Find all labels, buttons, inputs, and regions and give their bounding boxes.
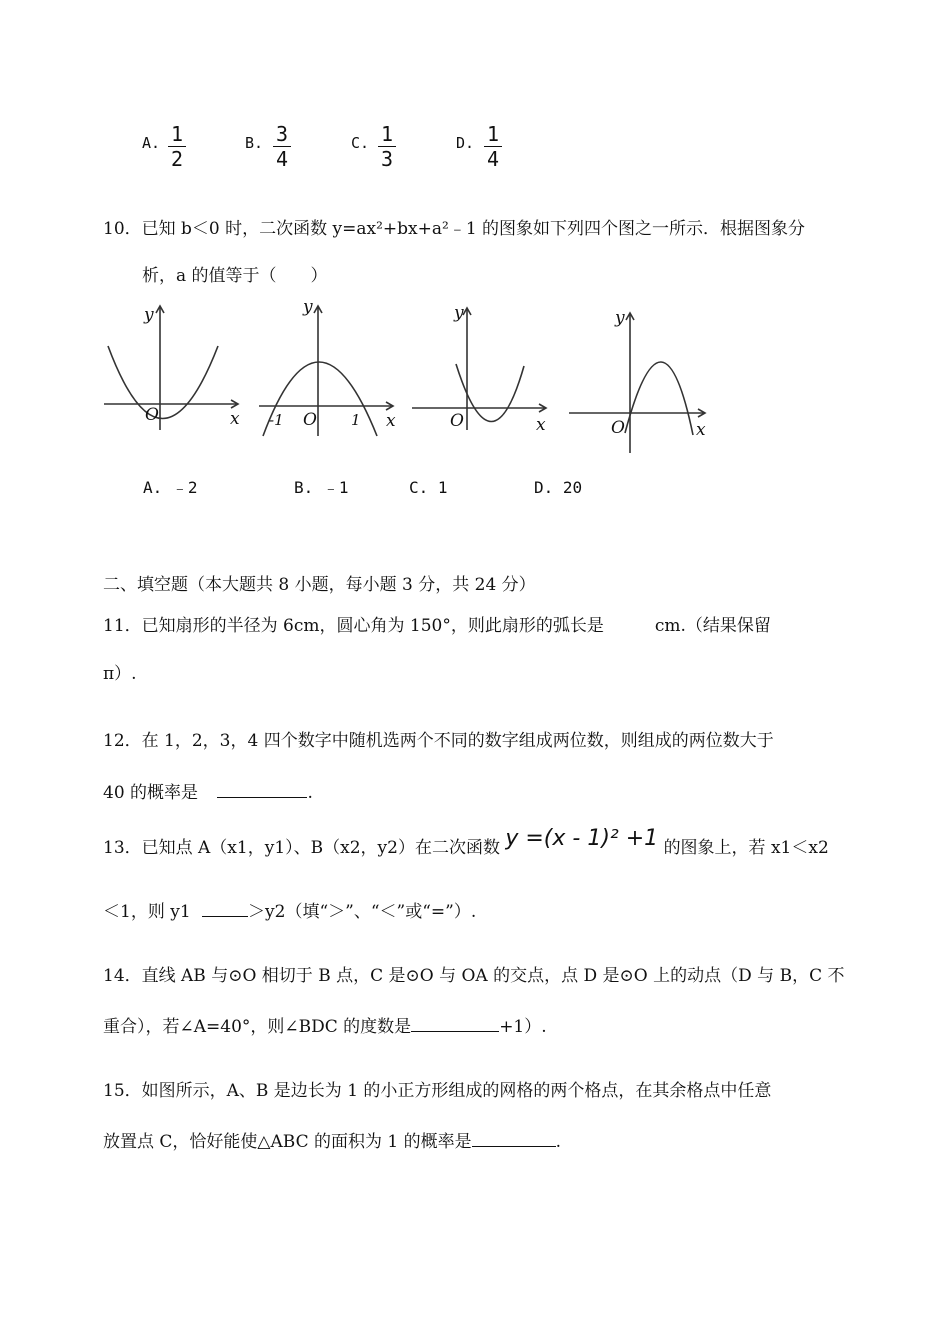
- q9-option-d-denominator: 4: [486, 147, 500, 171]
- q9-option-b-fraction: [273, 124, 291, 169]
- q12-line-2: [103, 781, 313, 802]
- q9-option-d-numerator: 1: [486, 122, 500, 146]
- q13-answer-blank[interactable]: [202, 900, 248, 917]
- q10-graph-c-y-label: y: [454, 303, 464, 323]
- q11-line-1: 11．已知扇形的半径为 6cm，圆心角为 150°，则此扇形的弧长是 cm.（结果保留: [103, 616, 771, 636]
- q10-graph-d-origin-label: O: [611, 418, 625, 438]
- q14-line-1: 14．直线 AB 与⊙O 相切于 B 点，C 是⊙O 与 OA 的交点，点 D 是⊙O 上的动点（D 与 B，C 不: [103, 966, 845, 986]
- q12-answer-blank[interactable]: [217, 781, 307, 798]
- q9-option-c-numerator: 1: [380, 122, 394, 146]
- q13-line-2-end: ＞y2（填“＞”、“＜”或“=”）.: [248, 902, 477, 922]
- q15-line-2: [103, 1130, 561, 1151]
- q10-graph-d-y-label: y: [615, 308, 625, 328]
- q10-graph-c-origin-label: O: [450, 411, 464, 431]
- q11-line-2: π）.: [103, 664, 137, 684]
- q10-option-d: D. 20: [534, 478, 583, 497]
- q14-line-2-end: +1）.: [499, 1017, 547, 1037]
- q10-graph-a: [100, 296, 250, 436]
- q12-line-1: 12．在 1，2，3，4 四个数字中随机选两个不同的数字组成两位数，则组成的两位数大于: [103, 731, 774, 751]
- q14-line-2: [103, 1015, 547, 1036]
- q13-line-1-text: 13．已知点 A（x1，y1）、B（x2，y2）在二次函数: [103, 838, 500, 858]
- q13-line-2-text: ＜1，则 y1: [103, 902, 191, 922]
- q10-graph-b-origin-label: O: [303, 410, 317, 430]
- q10-graph-a-x-label: x: [230, 409, 240, 429]
- q10-graph-d: [565, 305, 715, 455]
- q10-graph-a-y-label: y: [144, 305, 154, 325]
- q9-option-a-letter: A.: [142, 134, 161, 152]
- q10-graph-b-x-label: x: [386, 411, 396, 431]
- q9-option-d-fraction: [484, 124, 502, 169]
- q13-line-1-end: 的图象上，若 x1＜x2: [663, 838, 829, 858]
- q13-line-2: [103, 900, 476, 921]
- q15-line-1: 15．如图所示，A、B 是边长为 1 的小正方形组成的网格的两个格点，在其余格点中任意: [103, 1081, 772, 1101]
- q14-line-2-text: 重合），若∠A=40°，则∠BDC 的度数是: [103, 1017, 412, 1037]
- q12-line-2-end: .: [307, 783, 313, 803]
- q9-option-a-fraction: [168, 124, 186, 169]
- q9-option-b-denominator: 4: [275, 147, 289, 171]
- q10-graph-c: [408, 300, 558, 440]
- q9-option-b-letter: B.: [245, 134, 264, 152]
- q9-option-a-numerator: 1: [170, 122, 184, 146]
- section-2-heading: 二、填空题（本大题共 8 小题，每小题 3 分，共 24 分）: [103, 575, 536, 595]
- q9-option-c-letter: C.: [351, 134, 370, 152]
- q10-graph-a-origin-label: O: [145, 405, 159, 425]
- q9-option-c-denominator: 3: [380, 147, 394, 171]
- q10-line-1: 10．已知 b＜0 时，二次函数 y=ax²+bx+a²﹣1 的图象如下列四个图之一所示．根据图象分: [103, 219, 806, 239]
- q10-graph-b-one-label: 1: [351, 411, 361, 429]
- q9-option-c-fraction: [378, 124, 396, 169]
- q13-line-1: [103, 826, 829, 858]
- q10-graph-c-x-label: x: [536, 415, 546, 435]
- q9-option-a-denominator: 2: [170, 147, 184, 171]
- q14-answer-blank[interactable]: [411, 1015, 499, 1032]
- q10-graph-b-neg1-label: -1: [269, 411, 284, 429]
- q10-option-b: B. ﹣1: [294, 478, 349, 497]
- q10-option-a: A. ﹣2: [143, 478, 198, 497]
- q9-option-d-letter: D.: [456, 134, 475, 152]
- q15-answer-blank[interactable]: [472, 1130, 556, 1147]
- q10-graph-b: [255, 296, 405, 446]
- q15-line-2-text: 放置点 C，恰好能使△ABC 的面积为 1 的概率是: [103, 1132, 472, 1152]
- q15-line-2-end: .: [555, 1132, 562, 1152]
- q13-equation: y =(x - 1)² +1: [505, 826, 659, 851]
- q10-line-2: 析，a 的值等于（ ）: [142, 266, 328, 286]
- q10-option-c: C. 1: [409, 478, 448, 497]
- q9-option-b-numerator: 3: [275, 122, 289, 146]
- q10-graph-b-y-label: y: [303, 297, 313, 317]
- q10-graph-d-x-label: x: [696, 420, 706, 440]
- q12-line-2-text: 40 的概率是: [103, 783, 199, 803]
